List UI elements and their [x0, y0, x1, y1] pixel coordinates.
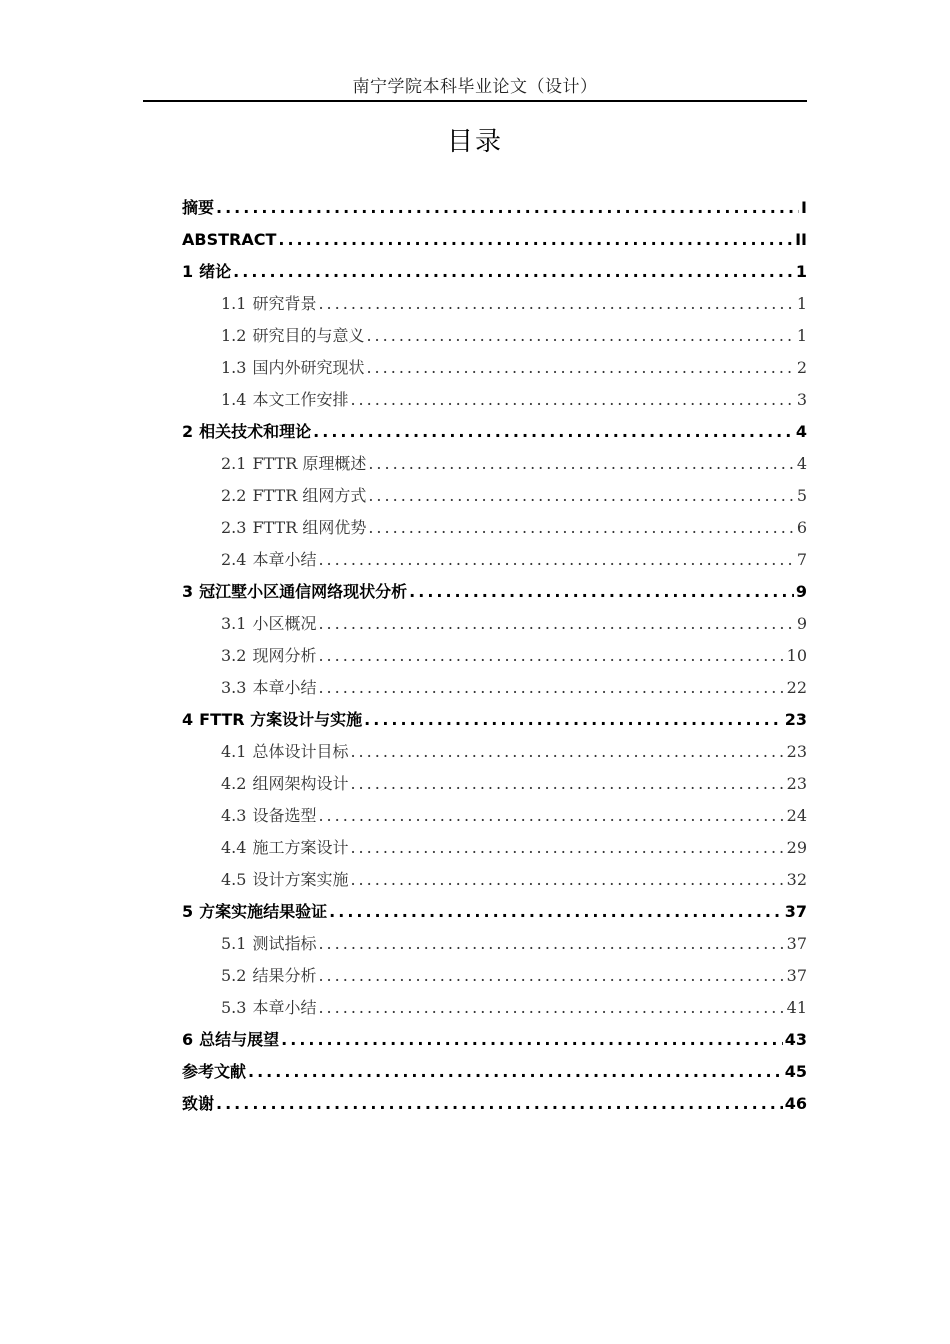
toc-dot-leader [318, 928, 784, 960]
toc-section-entry[interactable] [182, 384, 807, 416]
toc-entry-number: 4.5 [221, 870, 247, 889]
toc-entry-label: 国内外研究现状 [252, 358, 365, 377]
toc-dot-leader [278, 224, 793, 256]
toc-entry-number: 1.3 [221, 358, 247, 377]
toc-entry-page-number: 1 [796, 294, 807, 313]
header-rule [143, 100, 807, 102]
toc-entry-page-number: 37 [786, 934, 807, 953]
toc-entry-number: 5.3 [221, 998, 247, 1017]
toc-entry-label: 设计方案实施 [252, 870, 349, 889]
toc-entry-page-number: 3 [796, 390, 807, 409]
toc-section-entry[interactable] [182, 640, 807, 672]
toc-entry-label: 测试指标 [252, 934, 317, 953]
toc-section-entry[interactable] [182, 288, 807, 320]
running-header: 南宁学院本科毕业论文（设计） [352, 77, 598, 97]
toc-entry-label: 本文工作安排 [252, 390, 349, 409]
toc-entry-label: FTTR 组网优势 [252, 518, 367, 537]
toc-section-entry[interactable] [182, 448, 807, 480]
toc-entry-number: 4 [182, 710, 194, 729]
toc-dot-leader [281, 1024, 783, 1056]
toc-section-entry[interactable] [182, 992, 807, 1024]
toc-dot-leader [248, 1056, 783, 1088]
toc-entry-page-number: 29 [786, 838, 807, 857]
toc-chapter-entry[interactable] [182, 704, 807, 736]
toc-entry-page-number: 43 [784, 1030, 807, 1049]
toc-section-entry[interactable] [182, 512, 807, 544]
toc-entry-label: 结果分析 [252, 966, 317, 985]
toc-entry-label: 小区概况 [252, 614, 317, 633]
toc-entry-page-number: 23 [784, 710, 807, 729]
toc-entry-number: 2 [182, 422, 194, 441]
toc-entry-page-number: 9 [795, 582, 807, 601]
toc-entry-label: 总结与展望 [199, 1030, 280, 1049]
toc-entry-number: 2.3 [221, 518, 247, 537]
toc-entry-page-number: 37 [786, 966, 807, 985]
toc-dot-leader [318, 672, 784, 704]
toc-section-entry[interactable] [182, 736, 807, 768]
toc-section-entry[interactable] [182, 320, 807, 352]
toc-entry-page-number: 4 [796, 454, 807, 473]
toc-dot-leader [318, 288, 794, 320]
toc-entry-label: FTTR 原理概述 [252, 454, 367, 473]
toc-dot-leader [216, 1088, 783, 1120]
toc-chapter-entry[interactable] [182, 256, 807, 288]
toc-dot-leader [318, 960, 784, 992]
toc-entry-label: 施工方案设计 [252, 838, 349, 857]
toc-entry-number: 4.3 [221, 806, 247, 825]
toc-entry-page-number: 7 [796, 550, 807, 569]
toc-chapter-entry[interactable] [182, 1056, 807, 1088]
toc-entry-page-number: 32 [786, 870, 807, 889]
toc-chapter-entry[interactable] [182, 576, 807, 608]
toc-section-entry[interactable] [182, 768, 807, 800]
toc-dot-leader [350, 832, 784, 864]
toc-chapter-entry[interactable] [182, 896, 807, 928]
toc-section-entry[interactable] [182, 352, 807, 384]
toc-entry-number: 1.1 [221, 294, 247, 313]
toc-entry-number: 4.1 [221, 742, 247, 761]
toc-dot-leader [409, 576, 794, 608]
toc-entry-number: 3.1 [221, 614, 247, 633]
toc-entry-page-number: 45 [784, 1062, 807, 1081]
toc-title: 目录 [446, 127, 503, 157]
toc-entry-page-number: 9 [796, 614, 807, 633]
toc-dot-leader [318, 640, 784, 672]
toc-entry-page-number: 22 [786, 678, 807, 697]
toc-entry-page-number: 37 [784, 902, 807, 921]
toc-entry-number: 5.2 [221, 966, 247, 985]
toc-entry-number: 3.3 [221, 678, 247, 697]
toc-entry-number: 4.4 [221, 838, 247, 857]
toc-entry-number: 2.4 [221, 550, 247, 569]
toc-dot-leader [216, 192, 799, 224]
toc-entry-number: 1 [182, 262, 194, 281]
toc-dot-leader [318, 800, 784, 832]
toc-dot-leader [350, 864, 784, 896]
toc-entry-number: 6 [182, 1030, 194, 1049]
toc-entry-page-number: 5 [796, 486, 807, 505]
toc-chapter-entry[interactable] [182, 416, 807, 448]
toc-entry-label: 现网分析 [252, 646, 317, 665]
toc-dot-leader [318, 992, 784, 1024]
toc-entry-page-number: 46 [784, 1094, 807, 1113]
toc-entry-label: ABSTRACT [182, 230, 277, 249]
toc-entry-page-number: 10 [786, 646, 807, 665]
toc-dot-leader [318, 608, 794, 640]
toc-dot-leader [366, 320, 794, 352]
toc-entry-page-number: I [801, 198, 807, 217]
toc-dot-leader [318, 544, 794, 576]
toc-entry-label: 组网架构设计 [252, 774, 349, 793]
toc-entry-page-number: 41 [786, 998, 807, 1017]
toc-entry-number: 2.2 [221, 486, 247, 505]
toc-entry-page-number: 23 [786, 774, 807, 793]
toc-section-entry[interactable] [182, 864, 807, 896]
toc-dot-leader [350, 736, 784, 768]
toc-entry-number: 1.2 [221, 326, 247, 345]
toc-section-entry[interactable] [182, 800, 807, 832]
toc-entry-page-number: 24 [786, 806, 807, 825]
toc-section-entry[interactable] [182, 832, 807, 864]
toc-section-entry[interactable] [182, 672, 807, 704]
toc-dot-leader [368, 480, 794, 512]
toc-dot-leader [233, 256, 794, 288]
toc-dot-leader [329, 896, 783, 928]
toc-entry-number: 2.1 [221, 454, 247, 473]
toc-chapter-entry[interactable] [182, 1088, 807, 1120]
toc-entry-label: 本章小结 [252, 550, 317, 569]
toc-entry-label: FTTR 方案设计与实施 [199, 710, 363, 729]
toc-section-entry[interactable] [182, 480, 807, 512]
toc-entry-label: 本章小结 [252, 678, 317, 697]
toc-entry-label: 致谢 [182, 1094, 215, 1113]
toc-entry-number: 4.2 [221, 774, 247, 793]
toc-entry-number: 1.4 [221, 390, 247, 409]
toc-entry-page-number: II [795, 230, 807, 249]
table-of-contents [182, 192, 807, 1120]
toc-entry-label: 方案实施结果验证 [199, 902, 328, 921]
toc-entry-label: 参考文献 [182, 1062, 247, 1081]
toc-dot-leader [313, 416, 794, 448]
toc-dot-leader [350, 384, 794, 416]
toc-chapter-entry[interactable] [182, 1024, 807, 1056]
toc-entry-label: 设备选型 [252, 806, 317, 825]
toc-entry-number: 3.2 [221, 646, 247, 665]
toc-dot-leader [350, 768, 784, 800]
toc-entry-number: 3 [182, 582, 194, 601]
toc-section-entry[interactable] [182, 544, 807, 576]
toc-entry-number: 5 [182, 902, 194, 921]
toc-chapter-entry[interactable] [182, 224, 807, 256]
toc-entry-label: 冠江墅小区通信网络现状分析 [199, 582, 408, 601]
toc-dot-leader [366, 352, 794, 384]
toc-section-entry[interactable] [182, 928, 807, 960]
toc-section-entry[interactable] [182, 960, 807, 992]
toc-entry-label: 本章小结 [252, 998, 317, 1017]
toc-dot-leader [368, 448, 794, 480]
toc-entry-label: 总体设计目标 [252, 742, 349, 761]
toc-entry-page-number: 1 [795, 262, 807, 281]
toc-entry-label: 研究背景 [252, 294, 317, 313]
toc-entry-number: 5.1 [221, 934, 247, 953]
toc-entry-label: 研究目的与意义 [252, 326, 365, 345]
toc-entry-page-number: 6 [796, 518, 807, 537]
toc-entry-label: 绪论 [199, 262, 232, 281]
toc-entry-page-number: 1 [796, 326, 807, 345]
toc-chapter-entry[interactable] [182, 192, 807, 224]
toc-entry-label: 相关技术和理论 [199, 422, 312, 441]
toc-dot-leader [368, 512, 794, 544]
toc-dot-leader [364, 704, 783, 736]
toc-section-entry[interactable] [182, 608, 807, 640]
toc-entry-page-number: 2 [796, 358, 807, 377]
toc-entry-label: FTTR 组网方式 [252, 486, 367, 505]
toc-entry-label: 摘要 [182, 198, 215, 217]
toc-entry-page-number: 23 [786, 742, 807, 761]
toc-entry-page-number: 4 [795, 422, 807, 441]
